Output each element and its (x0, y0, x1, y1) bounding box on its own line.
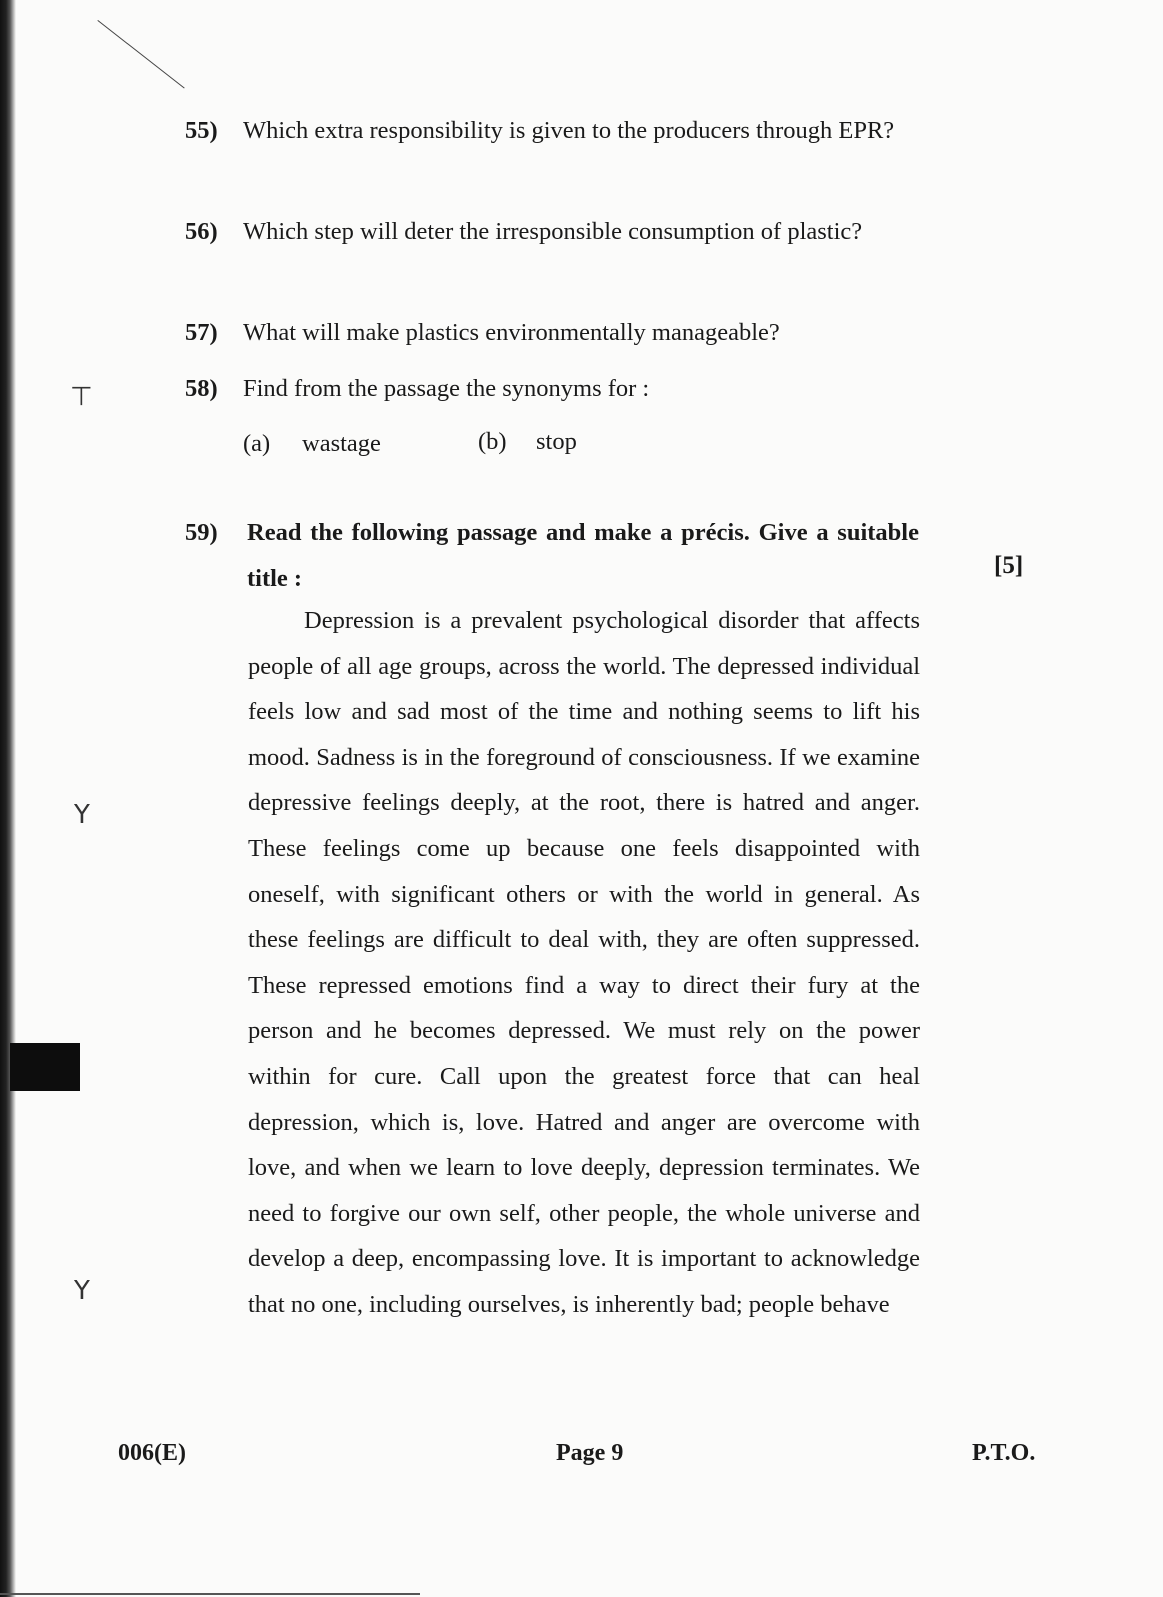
option-b-label: (b) (478, 428, 507, 455)
question-text: Which step will deter the irresponsible consumption of plastic? (243, 218, 863, 245)
staple-mark-icon: Y (74, 1276, 90, 1306)
question-text: Which extra responsibility is given to the producers through EPR? (243, 117, 895, 144)
staple-mark-icon: ⊤ (70, 382, 93, 412)
paper-code: 006(E) (118, 1440, 186, 1466)
scan-black-block (10, 1043, 80, 1091)
scan-corner-stroke (97, 20, 184, 89)
precis-passage: Depression is a prevalent psychological disorder that affects people of all age groups, across the world. The depressed individual feels low and sad most of the time and nothing seems to lift his mood. Sadness is in the foreground of consciousness. If we examine depressive feelings deeply, at the root, there is hatred and anger. These feelings come up because one feels disappointed with oneself, with significant others or with the world in general. As these feelings are difficult to deal with, they are often suppressed. These repressed emotions find a way to direct their fury at the person and he becomes depressed. We must rely on the power within for cure. Call upon the greatest force that can heal depression, which is, love. Hatred and anger are overcome with love, and when we learn to love deeply, depression terminates. We need to forgive our own self, other people, the whole universe and develop a deep, encompassing love. It is important to acknowledge that no one, including ourselves, is inherently bad; people behave (248, 607, 920, 1318)
pto-label: P.T.O. (972, 1440, 1036, 1466)
question-number: 55) (185, 117, 218, 144)
option-b-word: stop (536, 428, 577, 455)
question-text: What will make plastics environmentally manageable? (243, 319, 780, 346)
question-number: 59) (185, 519, 218, 546)
question-number: 58) (185, 375, 218, 402)
option-a-label: (a) (243, 430, 271, 457)
scan-left-edge (0, 0, 16, 1597)
page-number: Page 9 (556, 1440, 624, 1466)
precis-instruction: Read the following passage and make a précis. Give a suitable title : (247, 519, 919, 592)
scan-bottom-line (0, 1593, 420, 1595)
question-number: 56) (185, 218, 218, 245)
marks-badge: [5] (994, 552, 1024, 579)
question-text: Find from the passage the synonyms for : (243, 375, 650, 402)
question-number: 57) (185, 319, 218, 346)
option-a-word: wastage (302, 430, 381, 457)
staple-mark-icon: Y (74, 800, 90, 830)
